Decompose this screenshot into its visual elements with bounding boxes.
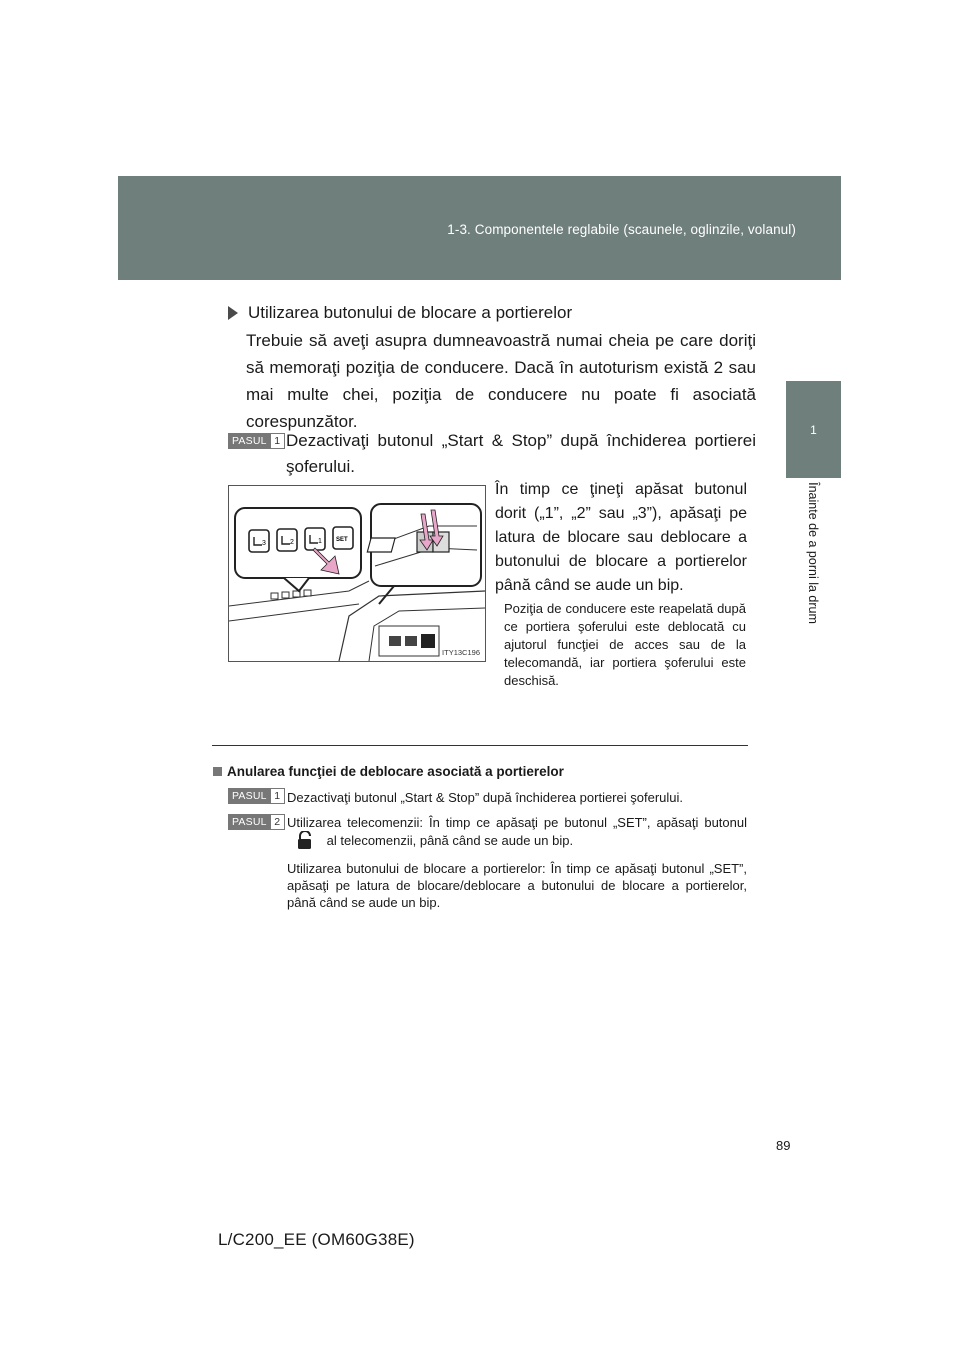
memory-button-1-label: 1 — [318, 538, 322, 545]
cancel-section-heading-text: Anularea funcţiei de deblocare asociată a portierelor — [227, 764, 564, 779]
step-badge-word: PASUL — [228, 814, 271, 830]
cancel-step-2-text-after: al telecomenzii, până când se aude un bip. — [326, 833, 574, 848]
figure-code: ITY13C196 — [442, 648, 480, 657]
chapter-tab: 1 — [786, 381, 841, 478]
step-badge-word: PASUL — [228, 433, 271, 449]
step-badge-number: 1 — [271, 433, 285, 449]
square-bullet-icon — [213, 767, 222, 776]
set-button-label: SET — [336, 537, 348, 543]
cancel-step-badge-1 — [228, 788, 285, 804]
bullet-heading-text: Utilizarea butonului de blocare a portierelor — [248, 303, 573, 322]
door-panel-illustration — [228, 485, 486, 662]
step-badge-word: PASUL — [228, 788, 271, 804]
door-panel-drawing — [229, 486, 485, 661]
step-1-text: Dezactivaţi butonul „Start & Stop” după închiderea portierei şoferului. — [286, 431, 756, 476]
cancel-section-heading — [213, 764, 564, 779]
section-title: 1-3. Componentele reglabile (scaunele, oglinzile, volanul) — [447, 222, 796, 237]
page-number: 89 — [776, 1138, 791, 1153]
step-badge-number: 2 — [271, 814, 285, 830]
section-divider — [212, 745, 748, 746]
step-2-text: În timp ce ţineţi apăsat butonul dorit („1”, „2” sau „3”), apăsaţi pe latura de blocare sau deblocare a butonului de blocare a portierelor până când se aude un bip. — [495, 481, 747, 594]
intro-paragraph: Trebuie să aveţi asupra dumneavoastră numai cheia pe care doriţi să memoraţi poziţia de conducere. Dacă în autoturism există 2 sau mai multe chei, poziţia de conducere nu poate fi asociată corespunzător. — [246, 331, 756, 431]
cancel-step-2-door-lock-text: Utilizarea butonului de blocare a portierelor: În timp ce apăsaţi butonul „SET”, apăsaţi pe latura de blocare/deblocare a butonului de blocare a portierelor, până când se aude un bip. — [287, 861, 747, 910]
memory-button-2-label: 2 — [290, 539, 294, 546]
chapter-side-label: Înainte de a porni la drum — [806, 482, 820, 624]
unlock-icon — [287, 831, 323, 849]
bullet-heading — [228, 303, 572, 323]
cancel-step-1-text: Dezactivaţi butonul „Start & Stop” după închiderea portierei şoferului. — [287, 790, 683, 805]
step-badge-number: 1 — [271, 788, 285, 804]
header-band — [118, 176, 841, 280]
step-badge-1 — [228, 433, 285, 449]
memory-button-3-label: 3 — [262, 540, 266, 547]
cancel-step-2-text-before: Utilizarea telecomenzii: În timp ce apăsaţi pe butonul „SET”, apăsaţi butonul — [287, 815, 747, 830]
model-code: L/C200_EE (OM60G38E) — [218, 1230, 415, 1249]
triangle-bullet-icon — [228, 306, 238, 320]
step-2-note: Poziţia de conducere este reapelată după ce portiera şoferului este deblocată cu ajutorul funcţiei de acces sau de la telecomandă, iar portiera şoferului este deschisă. — [504, 601, 746, 688]
cancel-step-2-remote-text — [287, 814, 747, 849]
cancel-step-badge-2 — [228, 814, 285, 830]
